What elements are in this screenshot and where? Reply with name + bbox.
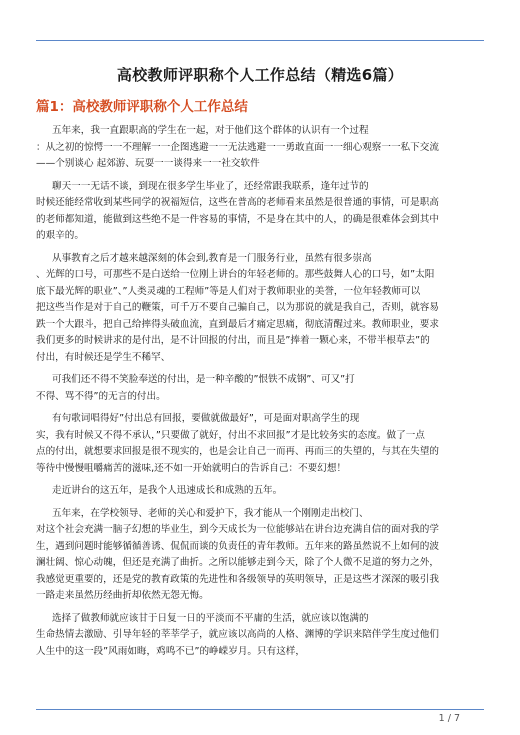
paragraph-line: 生，遇到问题时能够循循善诱、侃侃而谈的负责任的青年教师。五年来的路虽然说不上如何的波 <box>36 540 439 552</box>
paragraph-line: 跌一个大跟斗，把自己给摔得头破血流，直到最后才痛定思痛，彻底清醒过来。教师职业，要求 <box>36 318 439 330</box>
paragraph-line: 选择了做教师就应该甘于日复一日的平淡而不平庸的生活，就应该以饱满的 <box>52 612 369 624</box>
paragraph-line: 人生中的这一段”风雨如晦，鸡鸣不已”的峥嵘岁月。只有这样， <box>36 645 305 657</box>
paragraph-line: 等待中慢慢咀嚼痛苦的滋味,还不如一开始就明白的告诉自己：不要幻想！ <box>36 462 347 474</box>
paragraph-line: 付出，有时候还是学生不稀罕、 <box>36 351 171 363</box>
paragraph <box>36 251 484 367</box>
paragraph-line: 对这个社会充满一脑子幻想的毕业生，到今天成长为一位能够站在讲台边充满自信的面对我的学 <box>36 524 439 535</box>
paragraph-line: 从事教育之后才越来越深刻的体会到,教育是一门服务行业，虽然有很多崇高 <box>52 252 372 264</box>
paragraph-line: ——个别谈心 起郊游、玩耍一一谈得来一一社交软件 <box>36 158 260 169</box>
paragraph <box>36 123 484 173</box>
paragraph-line: 实，我有时候又不得不承认，”只要做了就好，付出不求回报”才是比较务实的态度。做了一点 <box>36 429 425 441</box>
section-heading-prefix: 篇1： <box>36 99 73 115</box>
paragraph-line: 把这些当作是对于自己的鞭策，可千万不要自己骗自己，以为那说的就是我自己，否则，就容易 <box>36 302 439 313</box>
paragraph-line: 不得、骂不得”的无言的付出。 <box>36 390 166 402</box>
paragraph-line: 、光辉的口号，可那些不是白送给一位刚上讲台的年轻老师的。那些鼓舞人心的口号，如”太阳 <box>36 269 435 280</box>
paragraph-line: 可我们还不得不笑脸奉送的付出，是一种辛酸的”恨铁不成钢”、可又”打 <box>52 374 355 385</box>
paragraph-line: 五年来，我一直跟职高的学生在一起，对于他们这个群体的认识有一个过程 <box>52 125 369 136</box>
paragraph <box>36 411 484 477</box>
paragraph <box>36 483 484 500</box>
section-heading-text: 高校教师评职称个人工作总结 <box>72 99 248 115</box>
section-heading <box>36 95 484 115</box>
paragraph-line: 的艰辛的。 <box>36 230 84 241</box>
document-title: 高校教师评职称个人工作总结（精选6篇） <box>116 66 404 84</box>
paragraph-line: ：从之初的惊愕一一不理解一一企图逃避一一无法逃避一一勇敢直面一一细心观察一一私下交流 <box>36 141 439 153</box>
paragraph-line: 我们更多的时候讲求的是付出，是不计回报的付出，而且是”捧着一颗心来，不带半根草去”的 <box>36 335 430 346</box>
paragraph-line: 点的付出，就想要求回报是很不现实的，也是会让自己一而再、再而三的失望的，与其在失望的 <box>36 446 439 457</box>
footer-rule <box>36 709 484 710</box>
page-indicator: 1 / 7 <box>438 713 460 724</box>
paragraph-line: 聊天一一无话不谈，到现在很多学生毕业了，还经常跟我联系，逢年过节的 <box>52 180 369 192</box>
paragraph <box>36 372 484 405</box>
paragraph-line: 走近讲台的这五年，是我个人迅速成长和成熟的五年。 <box>52 485 283 496</box>
document-body <box>36 123 484 660</box>
paragraph-line: 生命热情去激励、引导年轻的莘莘学子，就应该以高尚的人格、渊博的学识来陪伴学生度过他们 <box>36 629 439 640</box>
paragraph <box>36 179 484 245</box>
paragraph-line: 底下最光辉的职业”、”人类灵魂的工程师”等是人们对于教师职业的美誉，一位年轻教师可以 <box>36 285 421 297</box>
paragraph <box>36 506 484 605</box>
paragraph-line: 的老师都知道，能做到这些绝不是一件容易的事情，不是身在其中的人，的确是很难体会到其中 <box>36 213 439 225</box>
paragraph-line: 时候还能经常收到某些同学的祝福短信，这些在普高的老师看来虽然是很普通的事情，可是职高 <box>36 197 439 208</box>
paragraph-line: 我感觉更重要的，还是党的教育政策的先进性和各级领导的英明领导，正是这些才深深的吸引我 <box>36 573 439 585</box>
header-rule <box>36 40 484 41</box>
document-page <box>36 48 484 666</box>
paragraph-line: 五年来，在学校领导、老师的关心和爱护下，我才能从一个刚刚走出校门、 <box>52 507 369 519</box>
paragraph-line: 澜壮阔、惊心动魄，但还是充满了曲折。之所以能够走到今天，除了个人微不足道的努力之外， <box>36 557 439 568</box>
paragraph-line: 一路走来虽然历经曲折却依然无怨无悔。 <box>36 590 209 601</box>
paragraph <box>36 611 484 661</box>
paragraph-line: 有句歌词唱得好”付出总有回报，要做就做最好”，可是面对职高学生的现 <box>52 413 360 424</box>
